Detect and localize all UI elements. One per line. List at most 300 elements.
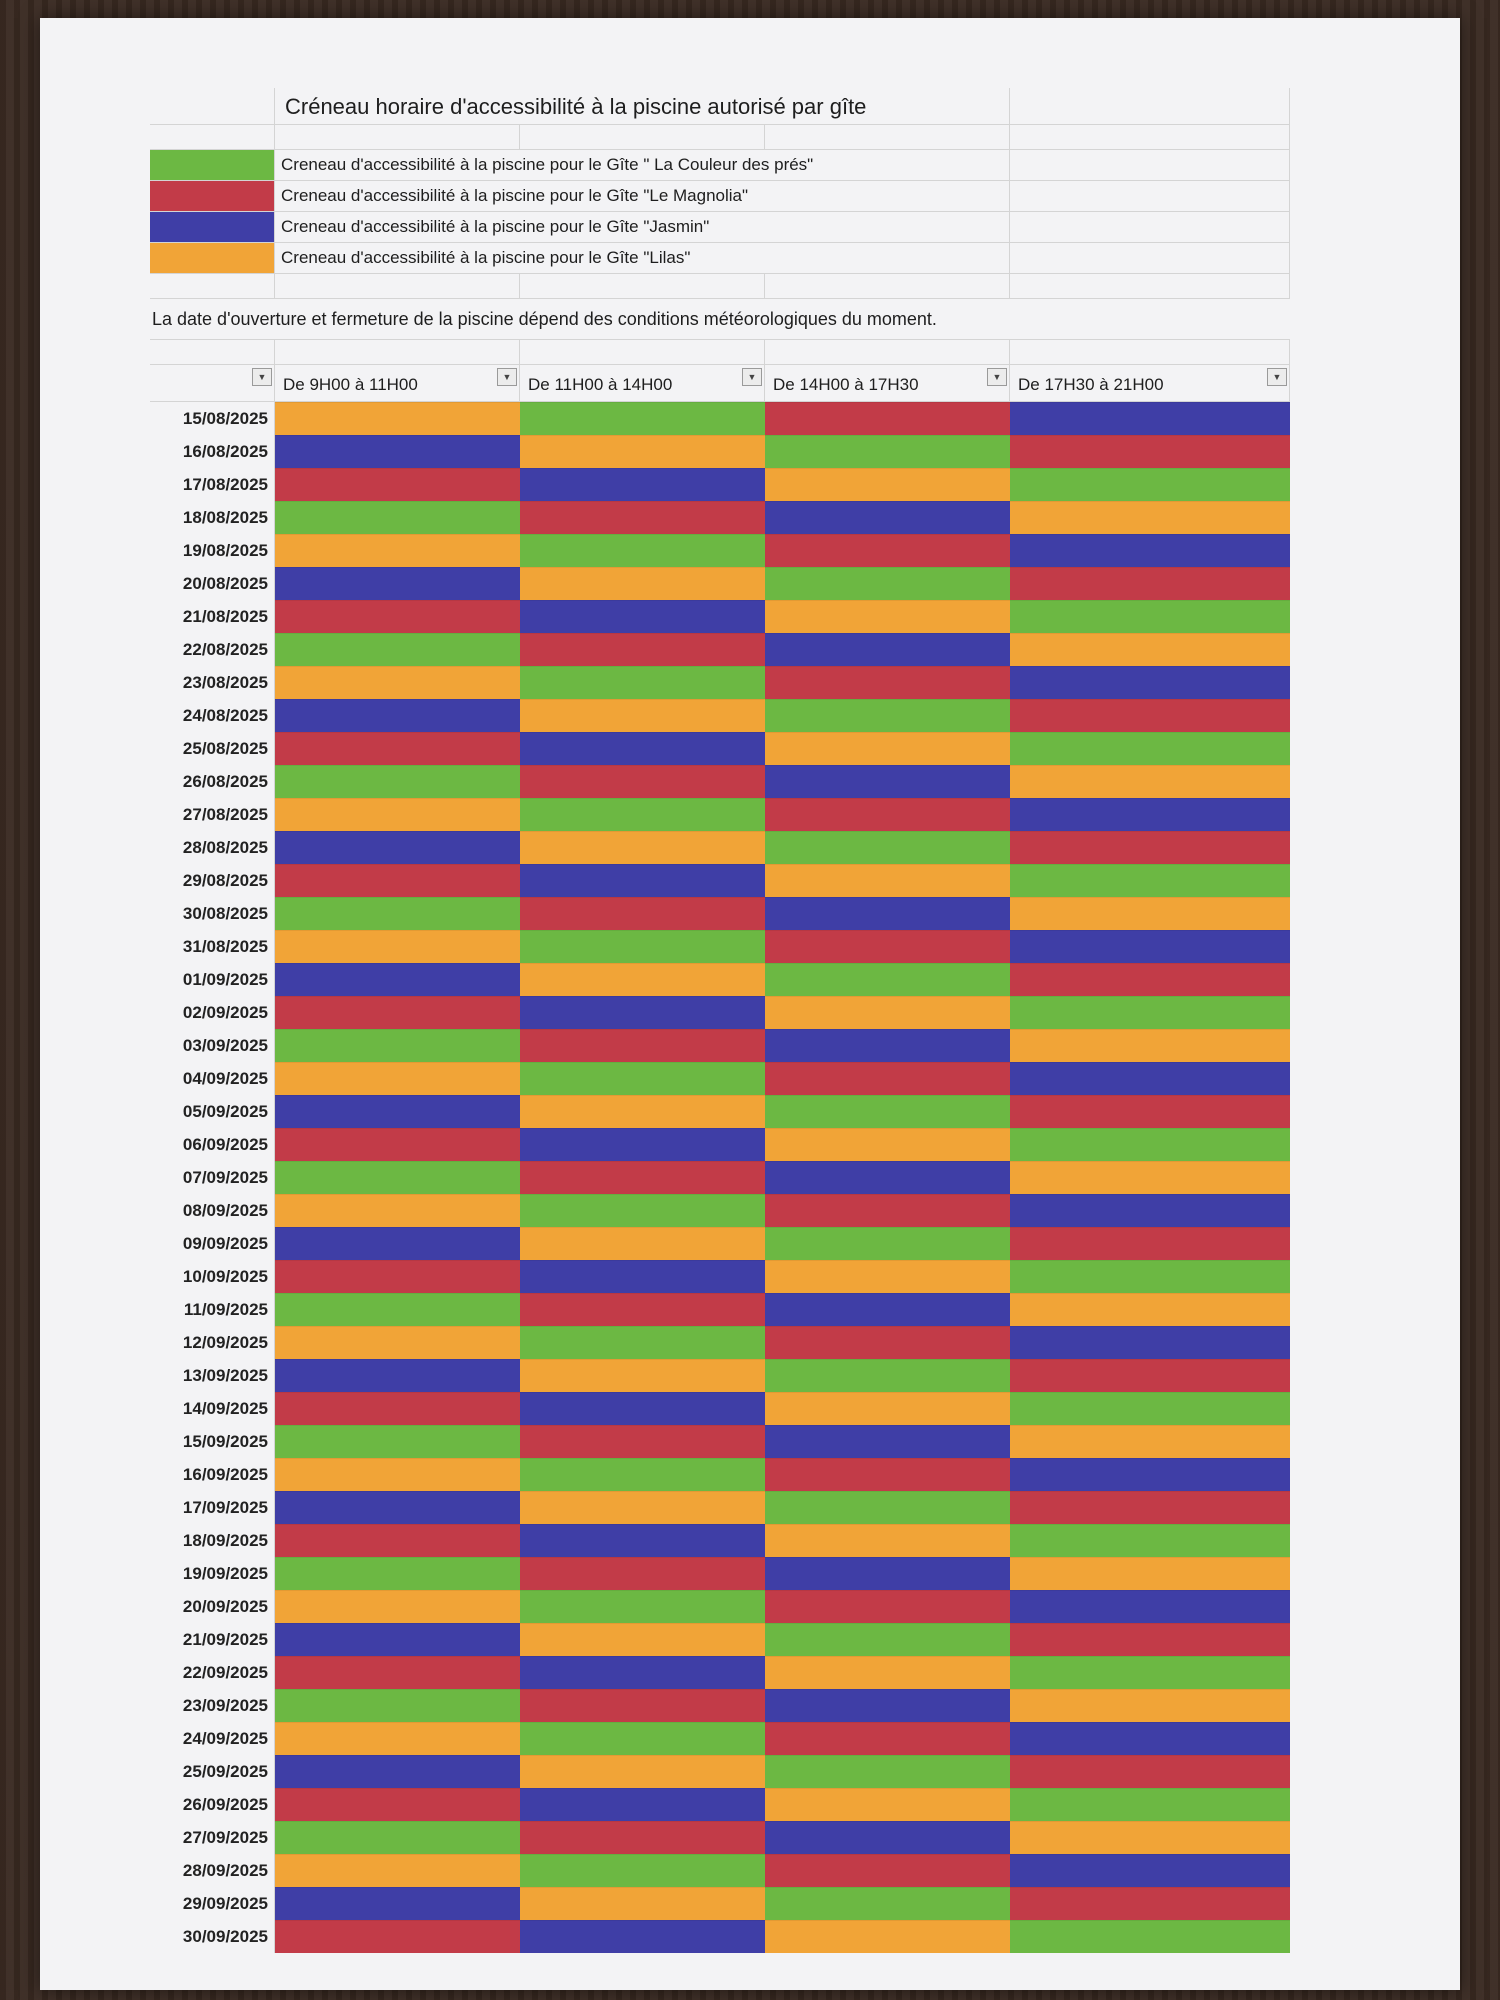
- slot-cell-blue: [275, 1491, 520, 1524]
- slot-cell-blue: [765, 1557, 1010, 1590]
- slot-cell-red: [765, 1854, 1010, 1887]
- title-row: [150, 88, 1290, 125]
- legend-row: [150, 243, 1290, 274]
- legend-color-swatch: [150, 243, 275, 273]
- table-row: [150, 1029, 1290, 1062]
- table-row: [150, 1689, 1290, 1722]
- weather-note: La date d'ouverture et fermeture de la piscine dépend des conditions météorologiques du moment.: [152, 309, 937, 329]
- slot-cell-green: [765, 1887, 1010, 1920]
- slot-cell-green: [1010, 1656, 1290, 1689]
- column-header-slot-4: [1010, 365, 1290, 401]
- slot-cell-blue: [275, 1095, 520, 1128]
- slot-cell-green: [1010, 1524, 1290, 1557]
- slot-cell-red: [1010, 963, 1290, 996]
- slot-cell-green: [520, 930, 765, 963]
- slot-cell-blue: [1010, 1062, 1290, 1095]
- slot-cell-red: [520, 1689, 765, 1722]
- slot-cell-orange: [275, 402, 520, 435]
- table-row: [150, 930, 1290, 963]
- table-row: [150, 1722, 1290, 1755]
- column-header-slot-2: [520, 365, 765, 401]
- date-cell: 29/08/2025: [150, 864, 275, 897]
- slot-cell-blue: [520, 1128, 765, 1161]
- table-row: [150, 798, 1290, 831]
- slot-cell-green: [765, 1227, 1010, 1260]
- legend-row: [150, 150, 1290, 181]
- slot-cell-red: [520, 1557, 765, 1590]
- slot-cell-orange: [765, 1656, 1010, 1689]
- slot-cell-blue: [275, 699, 520, 732]
- table-row: [150, 1161, 1290, 1194]
- slot-cell-orange: [1010, 1689, 1290, 1722]
- date-cell: 23/09/2025: [150, 1689, 275, 1722]
- slot-cell-orange: [275, 534, 520, 567]
- date-column-header: [150, 365, 275, 401]
- slot-cell-orange: [520, 1095, 765, 1128]
- table-row: [150, 1623, 1290, 1656]
- slot-cell-orange: [275, 1062, 520, 1095]
- slot-cell-red: [520, 1821, 765, 1854]
- date-cell: 07/09/2025: [150, 1161, 275, 1194]
- table-row: [150, 996, 1290, 1029]
- slot-cell-green: [765, 963, 1010, 996]
- paper-sheet: [40, 18, 1460, 1990]
- table-row: [150, 1392, 1290, 1425]
- slot-cell-red: [1010, 1227, 1290, 1260]
- slot-cell-orange: [520, 567, 765, 600]
- slot-cell-red: [765, 1062, 1010, 1095]
- slot-cell-blue: [520, 864, 765, 897]
- column-header-slot-1: [275, 365, 520, 401]
- table-row: [150, 501, 1290, 534]
- slot-cell-blue: [765, 1821, 1010, 1854]
- slot-cell-orange: [1010, 1821, 1290, 1854]
- slot-cell-red: [275, 1656, 520, 1689]
- date-cell: 06/09/2025: [150, 1128, 275, 1161]
- slot-cell-orange: [275, 1326, 520, 1359]
- slot-cell-red: [520, 1029, 765, 1062]
- slot-cell-green: [520, 1458, 765, 1491]
- table-row: [150, 1821, 1290, 1854]
- slot-cell-green: [520, 534, 765, 567]
- date-cell: 22/09/2025: [150, 1656, 275, 1689]
- slot-cell-orange: [275, 1722, 520, 1755]
- slot-cell-blue: [765, 1161, 1010, 1194]
- slot-cell-blue: [520, 1260, 765, 1293]
- slot-cell-blue: [520, 732, 765, 765]
- slot-cell-orange: [1010, 1425, 1290, 1458]
- slot-cell-green: [275, 1029, 520, 1062]
- filter-dropdown-button[interactable]: ▼: [1267, 368, 1287, 386]
- slot-cell-blue: [765, 1425, 1010, 1458]
- date-cell: 20/09/2025: [150, 1590, 275, 1623]
- slot-cell-blue: [1010, 1722, 1290, 1755]
- slot-cell-blue: [765, 1689, 1010, 1722]
- table-row: [150, 633, 1290, 666]
- table-row: [150, 1293, 1290, 1326]
- slot-cell-green: [765, 1359, 1010, 1392]
- date-cell: 16/08/2025: [150, 435, 275, 468]
- slot-cell-green: [1010, 600, 1290, 633]
- slot-cell-orange: [275, 1458, 520, 1491]
- table-row: [150, 1260, 1290, 1293]
- slot-cell-green: [520, 1062, 765, 1095]
- slot-cell-red: [1010, 831, 1290, 864]
- table-row: [150, 897, 1290, 930]
- slot-cell-red: [520, 765, 765, 798]
- slot-cell-green: [765, 1623, 1010, 1656]
- filter-dropdown-button[interactable]: ▼: [252, 368, 272, 386]
- date-cell: 21/09/2025: [150, 1623, 275, 1656]
- slot-cell-green: [1010, 468, 1290, 501]
- slot-cell-blue: [765, 501, 1010, 534]
- date-cell: 31/08/2025: [150, 930, 275, 963]
- slot-cell-red: [275, 864, 520, 897]
- date-cell: 08/09/2025: [150, 1194, 275, 1227]
- slot-cell-orange: [275, 1590, 520, 1623]
- slot-cell-red: [765, 534, 1010, 567]
- empty-cell: [1010, 88, 1290, 126]
- slot-cell-green: [765, 1755, 1010, 1788]
- slot-cell-blue: [275, 831, 520, 864]
- slot-cell-red: [765, 1590, 1010, 1623]
- legend-row: [150, 212, 1290, 243]
- slot-cell-blue: [520, 1788, 765, 1821]
- slot-cell-red: [765, 930, 1010, 963]
- slot-cell-red: [765, 1458, 1010, 1491]
- table-row: [150, 963, 1290, 996]
- slot-cell-green: [520, 1326, 765, 1359]
- column-header-label: De 9H00 à 11H00: [283, 375, 418, 394]
- date-cell: 01/09/2025: [150, 963, 275, 996]
- table-row: [150, 1887, 1290, 1920]
- spacer-row: [150, 125, 1290, 150]
- slot-cell-blue: [520, 1392, 765, 1425]
- slot-cell-green: [765, 1491, 1010, 1524]
- spreadsheet: [150, 88, 1290, 1953]
- slot-cell-green: [275, 1689, 520, 1722]
- slot-cell-red: [1010, 1887, 1290, 1920]
- date-cell: 25/09/2025: [150, 1755, 275, 1788]
- slot-cell-orange: [275, 930, 520, 963]
- date-cell: 27/08/2025: [150, 798, 275, 831]
- date-cell: 11/09/2025: [150, 1293, 275, 1326]
- slot-cell-blue: [520, 996, 765, 1029]
- slot-cell-orange: [765, 732, 1010, 765]
- slot-cell-blue: [1010, 1458, 1290, 1491]
- slot-cell-red: [520, 1425, 765, 1458]
- slot-cell-red: [1010, 1491, 1290, 1524]
- table-row: [150, 1854, 1290, 1887]
- slot-cell-orange: [1010, 897, 1290, 930]
- slot-cell-blue: [520, 600, 765, 633]
- date-cell: 28/08/2025: [150, 831, 275, 864]
- table-row: [150, 1788, 1290, 1821]
- slot-cell-blue: [1010, 402, 1290, 435]
- slot-cell-red: [520, 1161, 765, 1194]
- spacer-row: [150, 340, 1290, 365]
- date-cell: 30/09/2025: [150, 1920, 275, 1953]
- slot-cell-orange: [520, 1887, 765, 1920]
- slot-cell-blue: [275, 963, 520, 996]
- slot-cell-orange: [765, 1524, 1010, 1557]
- slot-cell-green: [520, 1854, 765, 1887]
- slot-cell-red: [1010, 435, 1290, 468]
- date-cell: 30/08/2025: [150, 897, 275, 930]
- slot-cell-green: [1010, 732, 1290, 765]
- slot-cell-green: [765, 699, 1010, 732]
- slot-cell-red: [1010, 1623, 1290, 1656]
- slot-cell-green: [275, 633, 520, 666]
- slot-cell-green: [520, 1590, 765, 1623]
- date-cell: 17/08/2025: [150, 468, 275, 501]
- slot-cell-orange: [765, 600, 1010, 633]
- slot-cell-orange: [1010, 1029, 1290, 1062]
- slot-cell-blue: [765, 1029, 1010, 1062]
- slot-cell-orange: [520, 1359, 765, 1392]
- slot-cell-blue: [1010, 1326, 1290, 1359]
- column-header-label: De 11H00 à 14H00: [528, 375, 673, 394]
- slot-cell-red: [1010, 1359, 1290, 1392]
- table-row: [150, 1359, 1290, 1392]
- table-row: [150, 1458, 1290, 1491]
- date-cell: 24/08/2025: [150, 699, 275, 732]
- note-row: [150, 299, 1290, 340]
- legend-label: Creneau d'accessibilité à la piscine pour le Gîte " La Couleur des prés": [275, 150, 1010, 180]
- column-header-row: [150, 365, 1290, 402]
- table-row: [150, 1656, 1290, 1689]
- date-cell: 10/09/2025: [150, 1260, 275, 1293]
- legend-color-swatch: [150, 150, 275, 180]
- date-cell: 25/08/2025: [150, 732, 275, 765]
- slot-cell-orange: [275, 1854, 520, 1887]
- date-cell: 20/08/2025: [150, 567, 275, 600]
- table-row: [150, 402, 1290, 435]
- date-cell: 04/09/2025: [150, 1062, 275, 1095]
- slot-cell-orange: [520, 1623, 765, 1656]
- legend-color-swatch: [150, 212, 275, 242]
- date-cell: 14/09/2025: [150, 1392, 275, 1425]
- legend-label: Creneau d'accessibilité à la piscine pour le Gîte "Le Magnolia": [275, 181, 1010, 211]
- table-row: [150, 1128, 1290, 1161]
- table-row: [150, 1062, 1290, 1095]
- slot-cell-green: [520, 402, 765, 435]
- date-cell: 09/09/2025: [150, 1227, 275, 1260]
- slot-cell-blue: [1010, 1590, 1290, 1623]
- slot-cell-red: [275, 1392, 520, 1425]
- date-cell: 17/09/2025: [150, 1491, 275, 1524]
- slot-cell-green: [275, 1821, 520, 1854]
- slot-cell-red: [765, 798, 1010, 831]
- table-row: [150, 699, 1290, 732]
- slot-cell-orange: [765, 1260, 1010, 1293]
- slot-cell-blue: [765, 765, 1010, 798]
- slot-cell-orange: [520, 831, 765, 864]
- slot-cell-blue: [275, 1755, 520, 1788]
- slot-cell-orange: [520, 1755, 765, 1788]
- slot-cell-blue: [1010, 1854, 1290, 1887]
- slot-cell-blue: [1010, 930, 1290, 963]
- table-row: [150, 666, 1290, 699]
- slot-cell-green: [520, 1722, 765, 1755]
- slot-cell-green: [1010, 1128, 1290, 1161]
- slot-cell-green: [275, 1293, 520, 1326]
- slot-cell-orange: [520, 1491, 765, 1524]
- date-cell: 29/09/2025: [150, 1887, 275, 1920]
- date-cell: 15/09/2025: [150, 1425, 275, 1458]
- slot-cell-orange: [275, 798, 520, 831]
- table-row: [150, 1326, 1290, 1359]
- slot-cell-red: [765, 402, 1010, 435]
- slot-cell-blue: [275, 1359, 520, 1392]
- slot-cell-green: [1010, 996, 1290, 1029]
- legend-label: Creneau d'accessibilité à la piscine pour le Gîte "Lilas": [275, 243, 1010, 273]
- page-title: Créneau horaire d'accessibilité à la piscine autorisé par gîte: [275, 88, 1010, 126]
- slot-cell-blue: [1010, 798, 1290, 831]
- slot-cell-red: [765, 1194, 1010, 1227]
- slot-cell-blue: [520, 1656, 765, 1689]
- table-row: [150, 864, 1290, 897]
- slot-cell-blue: [275, 1887, 520, 1920]
- slot-cell-green: [275, 1425, 520, 1458]
- slot-cell-orange: [1010, 765, 1290, 798]
- date-cell: 16/09/2025: [150, 1458, 275, 1491]
- slot-cell-green: [275, 1557, 520, 1590]
- slot-cell-red: [275, 996, 520, 1029]
- slot-cell-orange: [1010, 1557, 1290, 1590]
- slot-cell-green: [1010, 1920, 1290, 1953]
- filter-dropdown-button[interactable]: ▼: [987, 368, 1007, 386]
- slot-cell-blue: [520, 1920, 765, 1953]
- slot-cell-blue: [275, 1227, 520, 1260]
- slot-cell-red: [275, 1920, 520, 1953]
- legend-color-swatch: [150, 181, 275, 211]
- slot-cell-orange: [765, 1920, 1010, 1953]
- slot-cell-red: [520, 501, 765, 534]
- slot-cell-red: [765, 666, 1010, 699]
- date-cell: 15/08/2025: [150, 402, 275, 435]
- date-cell: 18/08/2025: [150, 501, 275, 534]
- slot-cell-red: [520, 1293, 765, 1326]
- date-cell: 21/08/2025: [150, 600, 275, 633]
- slot-cell-green: [1010, 864, 1290, 897]
- slot-cell-green: [275, 765, 520, 798]
- slot-cell-green: [275, 897, 520, 930]
- slot-cell-blue: [765, 897, 1010, 930]
- slot-cell-green: [1010, 1260, 1290, 1293]
- date-cell: 28/09/2025: [150, 1854, 275, 1887]
- table-row: [150, 534, 1290, 567]
- slot-cell-red: [275, 468, 520, 501]
- slot-cell-green: [765, 831, 1010, 864]
- slot-cell-blue: [275, 1623, 520, 1656]
- slot-cell-red: [1010, 567, 1290, 600]
- slot-cell-orange: [520, 1227, 765, 1260]
- date-cell: 26/08/2025: [150, 765, 275, 798]
- slot-cell-green: [275, 1161, 520, 1194]
- table-row: [150, 1524, 1290, 1557]
- date-cell: 18/09/2025: [150, 1524, 275, 1557]
- legend-label: Creneau d'accessibilité à la piscine pour le Gîte "Jasmin": [275, 212, 1010, 242]
- filter-dropdown-button[interactable]: ▼: [742, 368, 762, 386]
- date-cell: 03/09/2025: [150, 1029, 275, 1062]
- slot-cell-orange: [765, 468, 1010, 501]
- table-row: [150, 732, 1290, 765]
- table-row: [150, 1590, 1290, 1623]
- date-cell: 02/09/2025: [150, 996, 275, 1029]
- slot-cell-orange: [1010, 1293, 1290, 1326]
- slot-cell-green: [765, 435, 1010, 468]
- slot-cell-orange: [520, 699, 765, 732]
- date-cell: 22/08/2025: [150, 633, 275, 666]
- column-header-slot-3: [765, 365, 1010, 401]
- slot-cell-blue: [765, 633, 1010, 666]
- slot-cell-orange: [765, 1392, 1010, 1425]
- table-row: [150, 765, 1290, 798]
- slot-cell-orange: [275, 1194, 520, 1227]
- slot-cell-orange: [520, 963, 765, 996]
- slot-cell-blue: [1010, 1194, 1290, 1227]
- slot-cell-orange: [765, 864, 1010, 897]
- slot-cell-green: [520, 1194, 765, 1227]
- filter-dropdown-button[interactable]: ▼: [497, 368, 517, 386]
- date-cell: 27/09/2025: [150, 1821, 275, 1854]
- slot-cell-green: [765, 1095, 1010, 1128]
- slot-cell-orange: [1010, 633, 1290, 666]
- slot-cell-orange: [1010, 501, 1290, 534]
- slot-cell-red: [765, 1326, 1010, 1359]
- slot-cell-red: [1010, 699, 1290, 732]
- column-header-label: De 17H30 à 21H00: [1018, 375, 1164, 394]
- column-header-label: De 14H00 à 17H30: [773, 375, 919, 394]
- schedule-table-body: [150, 402, 1290, 1953]
- slot-cell-red: [1010, 1755, 1290, 1788]
- date-cell: 13/09/2025: [150, 1359, 275, 1392]
- table-row: [150, 468, 1290, 501]
- date-cell: 05/09/2025: [150, 1095, 275, 1128]
- slot-cell-blue: [1010, 534, 1290, 567]
- table-row: [150, 435, 1290, 468]
- slot-cell-green: [520, 798, 765, 831]
- slot-cell-orange: [765, 1788, 1010, 1821]
- slot-cell-blue: [275, 567, 520, 600]
- date-cell: 12/09/2025: [150, 1326, 275, 1359]
- legend-row: [150, 181, 1290, 212]
- date-cell: 26/09/2025: [150, 1788, 275, 1821]
- spacer-row: [150, 274, 1290, 299]
- slot-cell-orange: [275, 666, 520, 699]
- table-row: [150, 600, 1290, 633]
- slot-cell-green: [520, 666, 765, 699]
- table-row: [150, 567, 1290, 600]
- slot-cell-red: [275, 1524, 520, 1557]
- empty-cell: [150, 88, 275, 126]
- legend: [150, 150, 1290, 274]
- table-row: [150, 1755, 1290, 1788]
- slot-cell-red: [520, 633, 765, 666]
- date-cell: 19/09/2025: [150, 1557, 275, 1590]
- date-cell: 19/08/2025: [150, 534, 275, 567]
- slot-cell-red: [275, 1260, 520, 1293]
- slot-cell-red: [275, 600, 520, 633]
- table-row: [150, 1491, 1290, 1524]
- table-row: [150, 1920, 1290, 1953]
- slot-cell-red: [275, 732, 520, 765]
- slot-cell-orange: [520, 435, 765, 468]
- table-row: [150, 1557, 1290, 1590]
- slot-cell-blue: [765, 1293, 1010, 1326]
- slot-cell-green: [765, 567, 1010, 600]
